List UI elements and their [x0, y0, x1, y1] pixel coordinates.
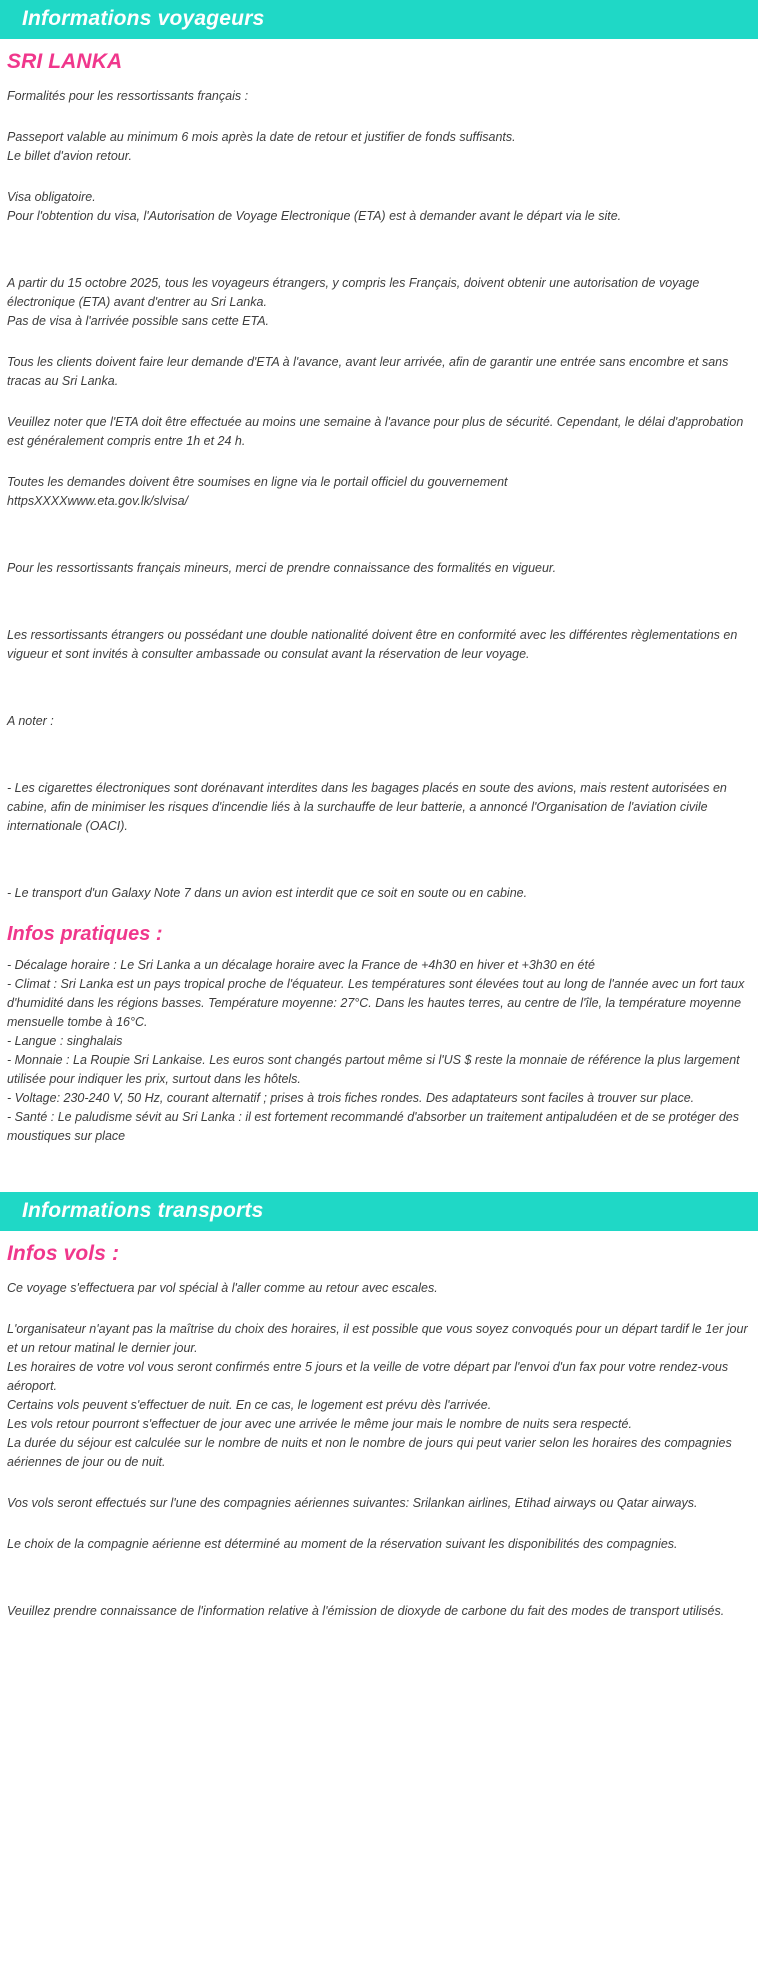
- spacer: [7, 578, 748, 626]
- spacer: [7, 166, 748, 188]
- paragraph: Les horaires de votre vol vous seront confirmés entre 5 jours et la veille de votre départ par l'envoi d'un fax pour votre rendez-vous aéroport.: [7, 1360, 729, 1393]
- paragraph: Tous les clients doivent faire leur demande d'ETA à l'avance, avant leur arrivée, afin de garantir une entrée sans encombre et sans tracas au Sri Lanka.: [7, 355, 729, 388]
- paragraph: Les ressortissants étrangers ou possédant une double nationalité doivent être en conformité avec les différentes règlementations en vigueur et sont invités à consulter ambassade ou consulat avant la réservation de leur voyage.: [7, 628, 738, 661]
- paragraph: Passeport valable au minimum 6 mois après la date de retour et justifier de fonds suffisants.: [7, 130, 516, 144]
- paragraph: Certains vols peuvent s'effectuer de nuit. En ce cas, le logement est prévu dès l'arrivée.: [7, 1398, 492, 1412]
- spacer: [7, 1298, 748, 1320]
- list-item: - Monnaie : La Roupie Sri Lankaise. Les euros sont changés partout même si l'US $ reste la monnaie de référence la plus largement utilisée pour indiquer les prix, surtout dans les hôtels.: [7, 1053, 740, 1086]
- page-title-sri-lanka: SRI LANKA: [7, 50, 123, 73]
- paragraph: - Les cigarettes électroniques sont dorénavant interdites dans les bagages placés en soute des avions, mais restent autorisées en cabine, afin de minimiser les risques d'incendie liés à la surchauffe de leur batterie, a annoncé l'Organisation de l'aviation civile internationale (OACI).: [7, 781, 727, 833]
- paragraph: - Le transport d'un Galaxy Note 7 dans un avion est interdit que ce soit en soute ou en cabine.: [7, 886, 528, 900]
- portal-url-text: httpsXXXXwww.eta.gov.lk/slvisa/: [7, 494, 189, 508]
- heading-infos-vols: Infos vols :: [7, 1242, 120, 1265]
- spacer: [7, 664, 748, 712]
- section-banner-informations-transports: Informations transports: [0, 1192, 758, 1231]
- spacer: [7, 511, 748, 559]
- spacer: [7, 836, 748, 884]
- list-item: - Climat : Sri Lanka est un pays tropical proche de l'équateur. Les températures sont élevées tout au long de l'année avec un fort taux d'humidité dans les régions basses. Température moyenne: 27°C. Dans les hautes terres, au centre de l'île, la température moyenne mensuelle tombe à 16°C.: [7, 977, 745, 1029]
- list-item: - Santé : Le paludisme sévit au Sri Lanka : il est fortement recommandé d'absorber un traitement antipaludéen et de se protéger des moustiques sur place: [7, 1110, 739, 1143]
- spacer: [7, 731, 748, 779]
- spacer: [7, 1472, 748, 1494]
- paragraph: Veuillez prendre connaissance de l'information relative à l'émission de dioxyde de carbone du fait des modes de transport utilisés.: [7, 1604, 725, 1618]
- spacer: [7, 391, 748, 413]
- paragraph: A partir du 15 octobre 2025, tous les voyageurs étrangers, y compris les Français, doivent obtenir une autorisation de voyage électronique (ETA) avant d'entrer au Sri Lanka.: [7, 276, 700, 309]
- spacer: [7, 226, 748, 274]
- spacer: [7, 331, 748, 353]
- spacer: [7, 106, 748, 128]
- paragraph: Visa obligatoire.: [7, 190, 96, 204]
- heading-infos-pratiques: Infos pratiques :: [7, 923, 163, 945]
- paragraph: La durée du séjour est calculée sur le nombre de nuits et non le nombre de jours qui peut varier selon les horaires des compagnies aériennes de jour ou de nuit.: [7, 1436, 732, 1469]
- spacer: [0, 1146, 758, 1192]
- paragraph: A noter :: [7, 714, 54, 728]
- spacer: [7, 1554, 748, 1602]
- list-item: - Décalage horaire : Le Sri Lanka a un décalage horaire avec la France de +4h30 en hiver et +3h30 en été: [7, 958, 595, 972]
- paragraph: Pas de visa à l'arrivée possible sans cette ETA.: [7, 314, 269, 328]
- spacer: [7, 1513, 748, 1535]
- list-item: - Langue : singhalais: [7, 1034, 123, 1048]
- paragraph: Formalités pour les ressortissants français :: [7, 89, 249, 103]
- section-banner-informations-voyageurs: Informations voyageurs: [0, 0, 758, 39]
- paragraph: Pour les ressortissants français mineurs, merci de prendre connaissance des formalités en vigueur.: [7, 561, 557, 575]
- section-content-transports: [0, 1242, 758, 1621]
- paragraph: L'organisateur n'ayant pas la maîtrise du choix des horaires, il est possible que vous soyez convoqués pour un départ tardif le 1er jour et un retour matinal le dernier jour.: [7, 1322, 748, 1355]
- paragraph: Le billet d'avion retour.: [7, 149, 132, 163]
- section-content-voyageurs: [0, 50, 758, 1146]
- paragraph: Toutes les demandes doivent être soumises en ligne via le portail officiel du gouvernement: [7, 475, 508, 489]
- spacer: [7, 451, 748, 473]
- paragraph: Ce voyage s'effectuera par vol spécial à l'aller comme au retour avec escales.: [7, 1281, 438, 1295]
- paragraph: Le choix de la compagnie aérienne est déterminé au moment de la réservation suivant les disponibilités des compagnies.: [7, 1537, 678, 1551]
- paragraph: Les vols retour pourront s'effectuer de jour avec une arrivée le même jour mais le nombre de nuits sera respecté.: [7, 1417, 632, 1431]
- paragraph: Veuillez noter que l'ETA doit être effectuée au moins une semaine à l'avance pour plus de sécurité. Cependant, le délai d'approbation est généralement compris entre 1h et 24 h.: [7, 415, 744, 448]
- paragraph: Vos vols seront effectués sur l'une des compagnies aériennes suivantes: Srilankan airlines, Etihad airways ou Qatar airways.: [7, 1496, 698, 1510]
- list-item: - Voltage: 230-240 V, 50 Hz, courant alternatif ; prises à trois fiches rondes. Des adaptateurs sont faciles à trouver sur place.: [7, 1091, 695, 1105]
- paragraph: Pour l'obtention du visa, l'Autorisation de Voyage Electronique (ETA) est à demander avant le départ via le site.: [7, 209, 622, 223]
